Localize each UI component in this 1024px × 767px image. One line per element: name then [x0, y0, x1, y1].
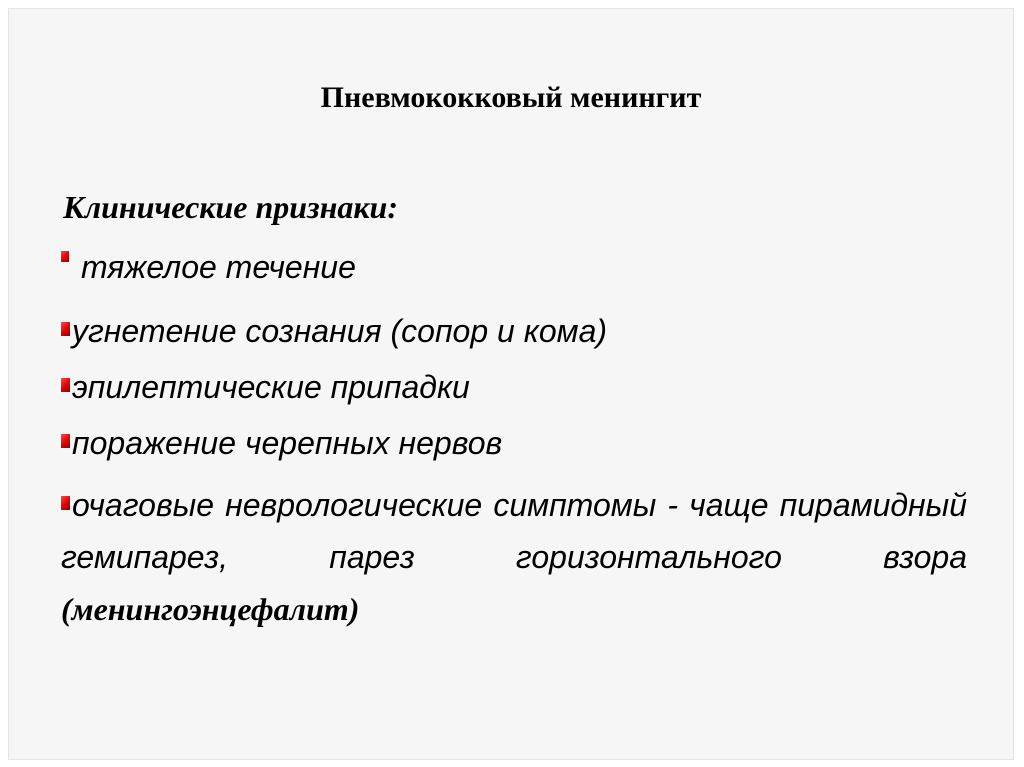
list-item-emphasis: (менингоэнцефалит): [61, 591, 360, 627]
square-bullet-icon: [61, 434, 70, 448]
section-heading: Клинические признаки:: [63, 189, 398, 225]
square-bullet-icon: [61, 496, 70, 510]
square-bullet-icon: [61, 378, 70, 392]
list-item: [61, 423, 502, 463]
list-item: [61, 479, 967, 635]
square-bullet-icon: [61, 322, 70, 336]
list-item-text: поражение черепных нервов: [72, 425, 503, 461]
slide-title: Пневмококковый менингит: [320, 81, 702, 114]
list-item-text: тяжелое течение: [81, 249, 356, 285]
slide: [8, 8, 1014, 760]
list-item: [61, 247, 356, 287]
square-bullet-icon: [61, 251, 69, 262]
list-item: [61, 367, 470, 407]
list-item-text: эпилептические припадки: [72, 369, 470, 405]
list-item: [61, 311, 607, 351]
list-item-text: очаговые неврологические симптомы - чаще пирамидный гемипарез, парез горизонтального взора: [61, 487, 967, 575]
list-item-text: угнетение сознания (сопор и кома): [72, 313, 608, 349]
